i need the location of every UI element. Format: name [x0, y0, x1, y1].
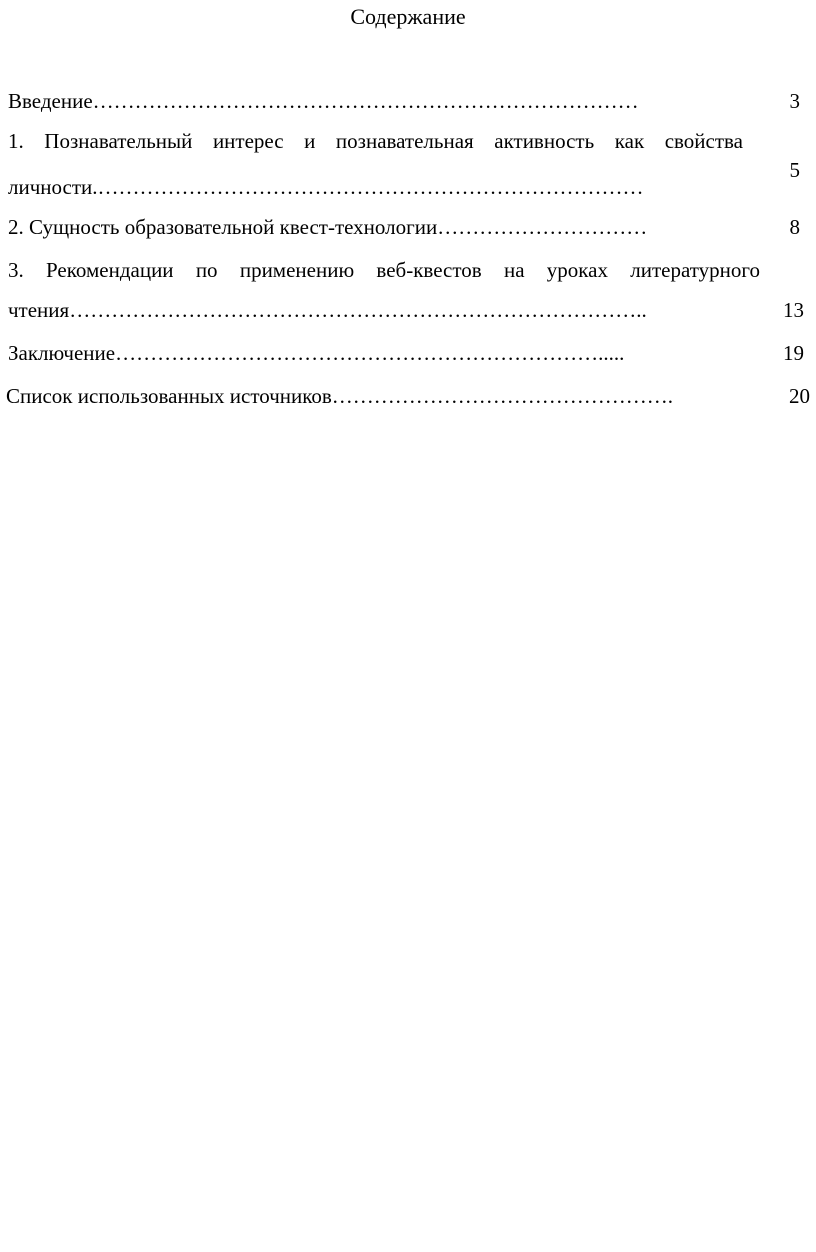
toc-page-number: 19 [783, 341, 804, 365]
toc-entry-cognitive-interest[interactable]: 1. Познавательный интерес и познавательная активность как свойства [8, 129, 743, 153]
toc-entry-web-quest-recommendations-cont[interactable]: чтения……………………………………………………………………….. [8, 298, 647, 322]
toc-entry-cognitive-interest-cont[interactable]: личности.…………………………………………………………………… [8, 175, 644, 199]
toc-entry-conclusion[interactable]: Заключение……………………………………………………………..... [8, 341, 625, 365]
toc-page-number: 20 [789, 384, 810, 408]
toc-page-number: 13 [783, 298, 804, 322]
toc-entry-references[interactable]: Список использованных источников…………………………………………. [6, 384, 674, 408]
toc-page-number: 5 [789, 158, 800, 182]
page-title: Содержание [350, 4, 466, 29]
toc-entry-introduction[interactable]: Введение…………………………………………………………………… [8, 89, 639, 113]
toc-entry-quest-technology[interactable]: 2. Сущность образовательной квест-технологии………………………… [8, 215, 648, 239]
toc-page-number: 8 [789, 215, 800, 239]
toc-entry-web-quest-recommendations[interactable]: 3. Рекомендации по применению веб-квестов на уроках литературного [8, 258, 760, 282]
toc-page-number: 3 [789, 89, 800, 113]
